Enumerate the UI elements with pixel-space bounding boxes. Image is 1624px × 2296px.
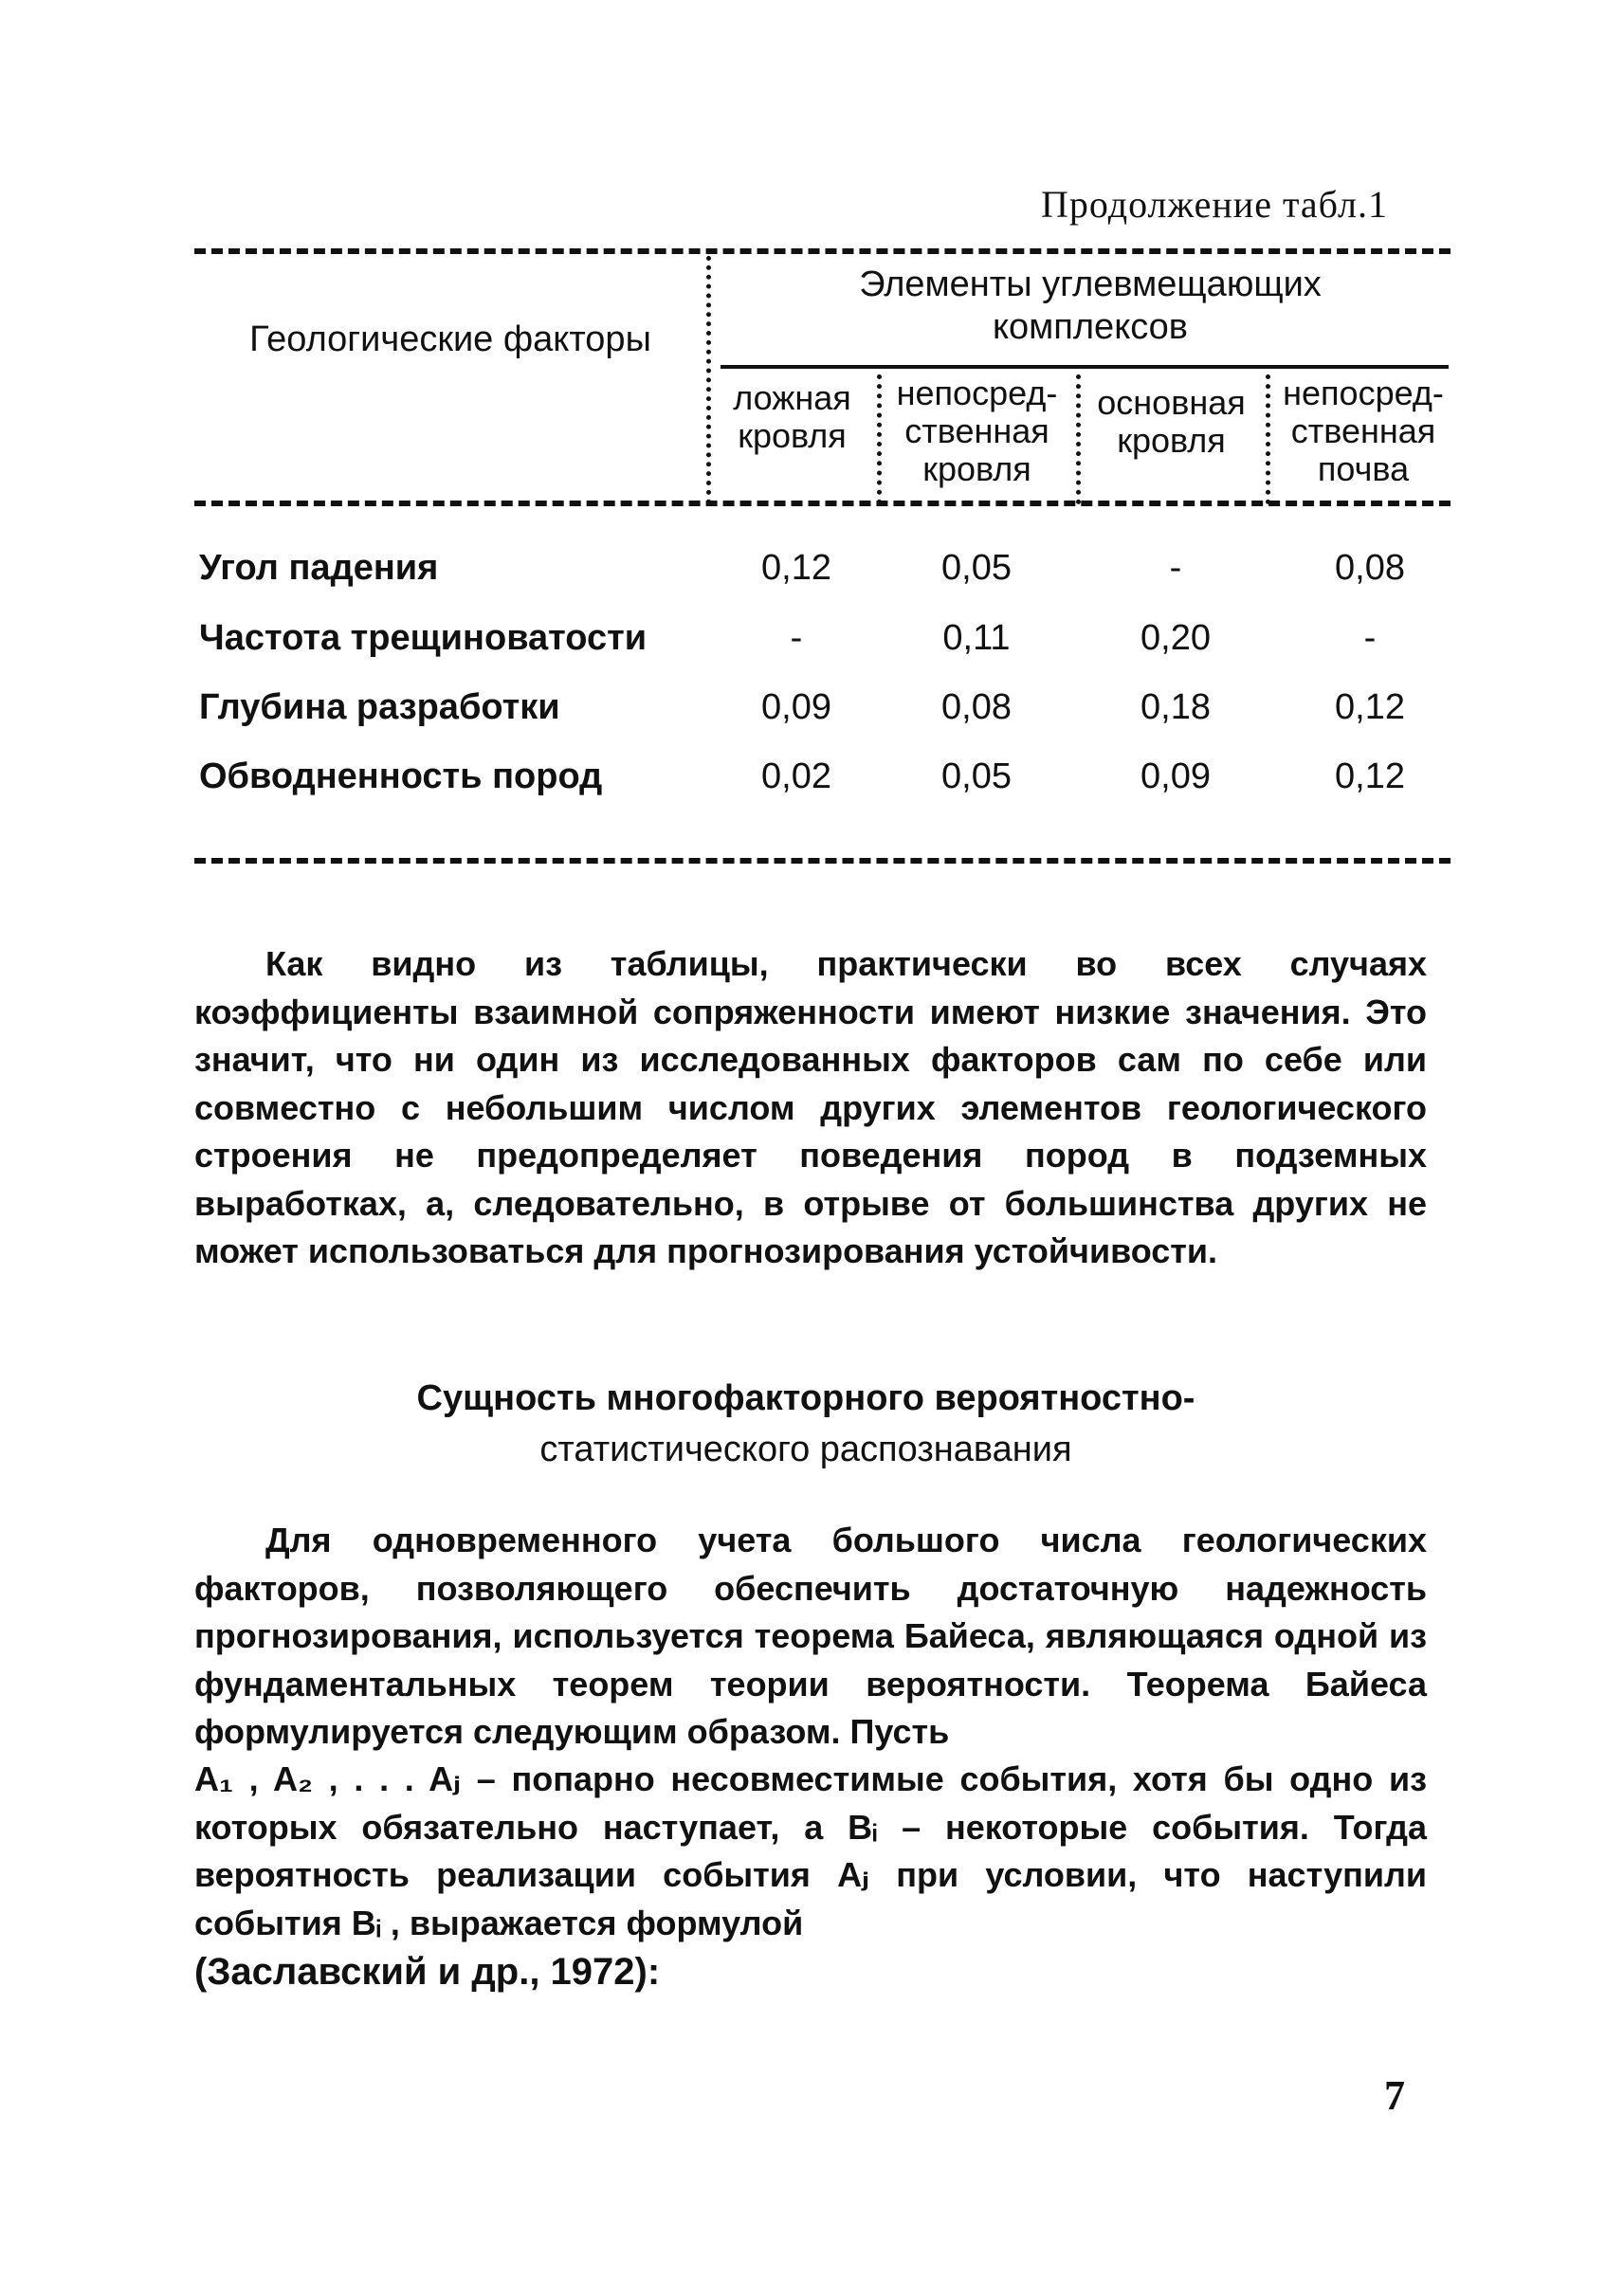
section-heading-line2: статистического распознавания <box>539 1430 1072 1469</box>
subheader-immediate-roof <box>880 374 1074 488</box>
subheader-line: непосред- <box>1283 374 1444 412</box>
table-cell: 0,05 <box>941 548 1012 588</box>
subheader-line: ственная <box>1290 411 1436 450</box>
table-cell: 0,18 <box>1140 687 1211 727</box>
table-cell: 0,12 <box>1335 687 1405 727</box>
subheader-false-roof <box>709 379 875 455</box>
table-header-rule <box>194 501 1451 506</box>
section-heading-line1: Сущность многофакторного вероятностно- <box>416 1378 1195 1418</box>
table-cell: 0,11 <box>942 618 1011 658</box>
table-cell: 0,05 <box>941 756 1012 796</box>
body-paragraph: Для одновременного учета большого числа геологических факторов, позволяющего обеспечить достаточную надежность прогнозирования, используется теорема Байеса, являющаяся одной из фундаментальных теорем теории вероятности. Теорема Байеса формулируется следующим образом. Пусть <box>194 1521 1427 1751</box>
table-bottom-rule <box>194 858 1451 864</box>
row-label: Угол падения <box>199 548 439 588</box>
subheader-line: ложная <box>733 378 851 417</box>
header-group-line2: комплексов <box>993 307 1188 347</box>
table-cell: 0,09 <box>1140 756 1211 796</box>
page-number: 7 <box>1384 2072 1405 2119</box>
subheader-line: кровля <box>922 449 1031 488</box>
subheader-line: почва <box>1317 449 1410 488</box>
body-paragraph: Как видно из таблицы, практически во всех случаях коэффициенты взаимной сопряженности имеют низкие значения. Это значит, что ни один из исследованных факторов сам по себе или совместно с небольшим числом других элементов геологического строения не предопределяет поведения пород в подземных выработках, а, следовательно, в отрыве от большинства других не может использоваться для прогнозирования устойчивости. <box>194 944 1427 1270</box>
row-label: Глубина разработки <box>199 687 560 727</box>
table-cell: 0,02 <box>761 756 831 796</box>
subheader-line: кровля <box>738 416 847 455</box>
table-cell: 0,09 <box>761 687 831 727</box>
subheader-immediate-floor <box>1268 374 1458 488</box>
table-cell: 0,20 <box>1140 618 1211 658</box>
table-cell: 0,08 <box>1335 548 1405 588</box>
body-paragraph: A₁ , A₂ , . . . Aⱼ – попарно несовместимые события, хотя бы одно из которых обязательно наступает, а Bᵢ – некоторые события. Тогда вероятность реализации события Aⱼ при условии, что наступили события Bᵢ , выражается формулой <box>194 1759 1427 1942</box>
subheader-line: ственная <box>904 411 1049 450</box>
citation: (Заславский и др., 1972): <box>194 1951 661 1993</box>
table-continuation-caption: Продолжение табл.1 <box>1041 183 1388 226</box>
table-cell: 0,08 <box>941 687 1012 727</box>
table-cell: 0,12 <box>761 548 831 588</box>
table-cell: 0,12 <box>1335 756 1405 796</box>
subheader-line: непосред- <box>896 374 1058 412</box>
table-top-rule <box>194 248 1451 254</box>
row-label: Частота трещиноватости <box>199 618 648 658</box>
row-label: Обводненность пород <box>199 756 603 796</box>
subheader-line: основная <box>1097 383 1246 422</box>
subheader-main-roof <box>1079 384 1264 460</box>
subheader-line: кровля <box>1117 421 1226 460</box>
group-header-underline <box>721 365 1449 369</box>
header-geological-factors: Геологические факторы <box>249 319 651 359</box>
table-cell: - <box>1363 618 1377 658</box>
table-cell: - <box>790 618 803 658</box>
header-group-line1: Элементы углевмещающих <box>859 264 1322 304</box>
table-cell: - <box>1169 548 1182 588</box>
